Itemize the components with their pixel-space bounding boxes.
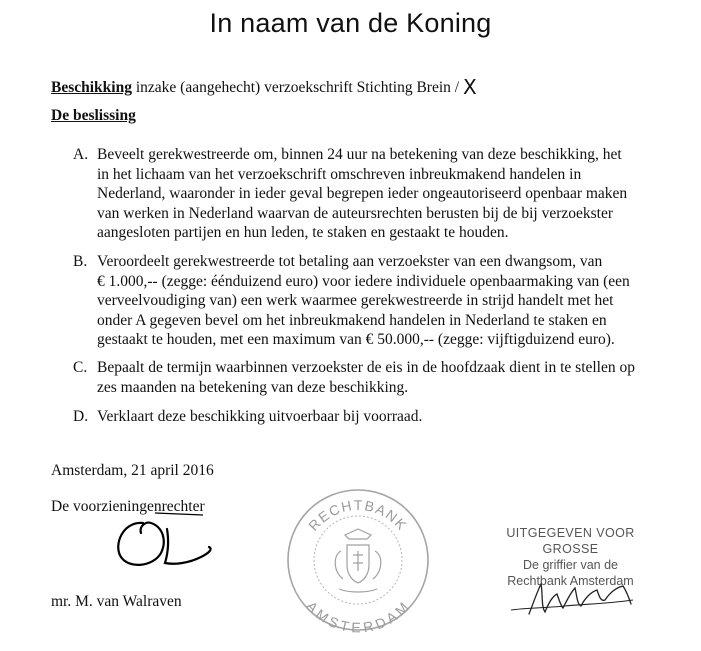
item-line: gestaakt te houden, met een maximum van € 50.000,-- (zegge: vijftigduizend euro). [97,331,615,348]
item-text [97,145,657,243]
item-line: zes maanden na betekening van deze beschikking. [97,378,409,396]
item-letter: C. [73,359,88,376]
item-text [97,407,657,427]
judge-name: mr. M. van Walraven [51,593,182,610]
item-line: € 1.000,-- (zegge: éénduizend euro) voor iedere individuele openbaarmaking van (een [97,272,630,290]
subject-line [51,73,477,97]
item-text [97,252,657,350]
item-letter: B. [73,253,88,270]
item-line: in het lichaam van het verzoekschrift omschreven inbreukmakend handelen in [97,165,582,183]
stamp-title: UITGEGEVEN VOOR GROSSE [506,526,635,556]
seal-top-text: RECHTBANK [305,496,411,534]
seal-bottom-text: AMSTERDAM [303,597,413,635]
item-text [97,358,657,397]
stamp-line: Rechtbank Amsterdam [507,574,634,588]
section-heading: De beslissing [51,107,136,124]
document-title: In naam van de Koning [209,8,492,38]
redaction-mark: X [462,75,477,99]
item-line: aangesloten partijen en hun leden, te staken en gestaakt te houden. [97,224,509,241]
item-line: Veroordeelt gerekwestreerde tot betaling aan verzoekster van een dwangsom, van [97,253,603,270]
clerk-signature [505,578,645,623]
item-line: van werken in Nederland waarvan de auteursrechten berusten bij de bij verzoekster [97,204,614,222]
judge-signature [105,505,220,580]
coat-of-arms-icon [335,529,381,592]
subject-text: inzake (aangehecht) verzoekschrift Stichting Brein / [131,79,463,96]
judge-label: De voorzieningenrechter [51,498,205,515]
item-line: Nederland, waaronder in ieder geval begrepen ieder ongeautoriseerd openbaar maken [97,185,628,202]
item-letter: D. [73,408,89,425]
item-line: verveelvoudiging van) een werk waarmee gerekwestreerde in strijd handelt met het [97,292,614,309]
item-line: Beveelt gerekwestreerde om, binnen 24 uur na betekening van deze beschikking, het [97,146,622,163]
court-seal [283,485,433,635]
item-line: Bepaalt de termijn waarbinnen verzoekster de eis in de hoofdzaak dient in te stellen op [97,359,635,376]
stamp-line: De griffier van de [523,558,618,572]
item-line: onder A gegeven bevel om het inbreukmakend handelen in Nederland te staken en [97,311,607,329]
item-line: Verklaart deze beschikking uitvoerbaar bij voorraad. [97,408,423,425]
subject-label: Beschikking [51,79,132,96]
item-letter: A. [73,146,89,163]
place-date: Amsterdam, 21 april 2016 [51,462,214,479]
